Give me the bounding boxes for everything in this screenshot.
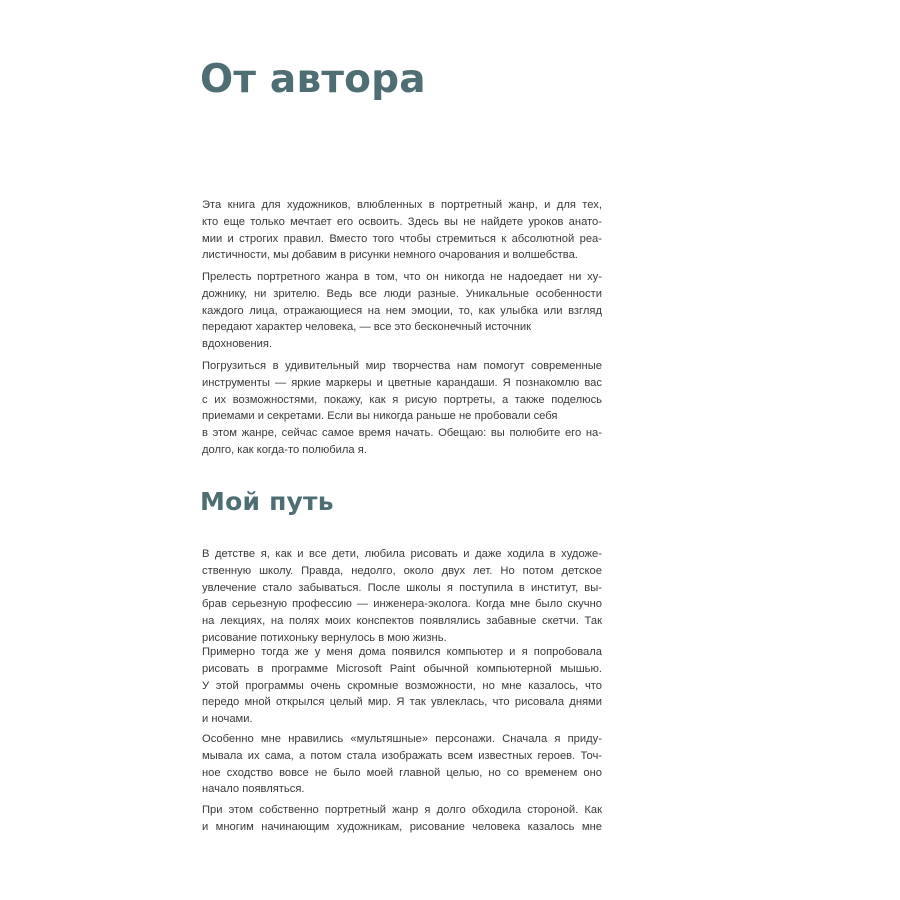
paragraph (202, 358, 602, 459)
text-line: Прелесть портретного жанра в том, что он никогда не надоедает ни ху- (202, 271, 602, 283)
text-line: листичности, мы добавим в рисунки немного очарования и волшебства. (202, 249, 578, 262)
text-line: Погрузиться в удивительный мир творчества нам помогут современные (202, 360, 602, 372)
paragraph (202, 644, 602, 728)
text-line: мии и строгих правил. Вместо того чтобы стремиться к абсолютной реа- (202, 232, 602, 245)
paragraph (202, 802, 602, 836)
text-line: Особенно мне нравились «мультяшные» персонажи. Сначала я приду- (202, 733, 602, 745)
paragraph (202, 197, 602, 264)
text-line: Эта книга для художников, влюбленных в портретный жанр, и для тех, (202, 199, 602, 211)
paragraph (202, 269, 602, 353)
text-line: У этой программы очень скромные возможности, но мне казалось, что (202, 679, 602, 692)
text-line: Примерно тогда же у меня дома появился компьютер и я попробовала (202, 646, 602, 658)
text-line: дожнику, ни зрителю. Ведь все люди разные. Уникальные особенности (202, 287, 602, 300)
text-line: передают характер человека, — все это бесконечный источник (202, 321, 532, 334)
text-line: приемами и секретами. Если вы никогда раньше не пробовали себя (202, 410, 558, 423)
text-line: каждого лица, отражающиеся на нем эмоции, то, как улыбка или взгляд (202, 304, 602, 317)
text-line: вдохновения. (202, 338, 273, 351)
text-line: кто еще только мечтает его освоить. Здесь вы не найдете уроков анато- (202, 215, 602, 228)
text-line: При этом собственно портретный жанр я долго обходила стороной. Как (202, 804, 602, 816)
section-heading-from-author: От автора (200, 57, 426, 102)
text-line: долго, как когда-то полюбила я. (202, 443, 367, 456)
text-line: начало появляться. (202, 783, 305, 796)
text-line: брав серьезную профессию — инженера-эколога. Когда мне было скучно (202, 598, 602, 611)
text-line: в этом жанре, сейчас самое время начать. Обещаю: вы полюбите его на- (202, 427, 602, 440)
text-line: инструменты — яркие маркеры и цветные карандаши. Я познакомлю вас (202, 376, 602, 389)
text-line: передо мной открылся целый мир. Я так увлеклась, что рисовала днями (202, 696, 602, 709)
text-line: рисование потихоньку вернулось в мою жизнь. (202, 631, 447, 644)
section-heading-my-path: Мой путь (200, 487, 334, 516)
paragraph (202, 731, 602, 798)
text-line: и многим начинающим художникам, рисование человека казалось мне (202, 820, 602, 833)
paragraph (202, 546, 602, 647)
text-line: на лекциях, на полях моих конспектов появлялись забавные скетчи. Так (202, 615, 602, 628)
text-line: с их возможностями, покажу, как я рисую портреты, а также поделюсь (202, 393, 602, 406)
text-line: рисовать в программе Microsoft Paint обычной компьютерной мышью. (202, 662, 602, 675)
text-line: ное сходство вовсе не было моей главной целью, но со временем оно (202, 766, 602, 779)
text-line: и ночами. (202, 713, 253, 726)
text-line: В детстве я, как и все дети, любила рисовать и даже ходила в художе- (202, 548, 602, 560)
text-line: мывала их сама, а потом стала изображать всем известных героев. Точ- (202, 749, 602, 762)
text-line: увлечение стало забываться. После школы я поступила в институт, вы- (202, 581, 602, 594)
text-line: ственную школу. Правда, недолго, около двух лет. Но потом детское (202, 564, 602, 577)
